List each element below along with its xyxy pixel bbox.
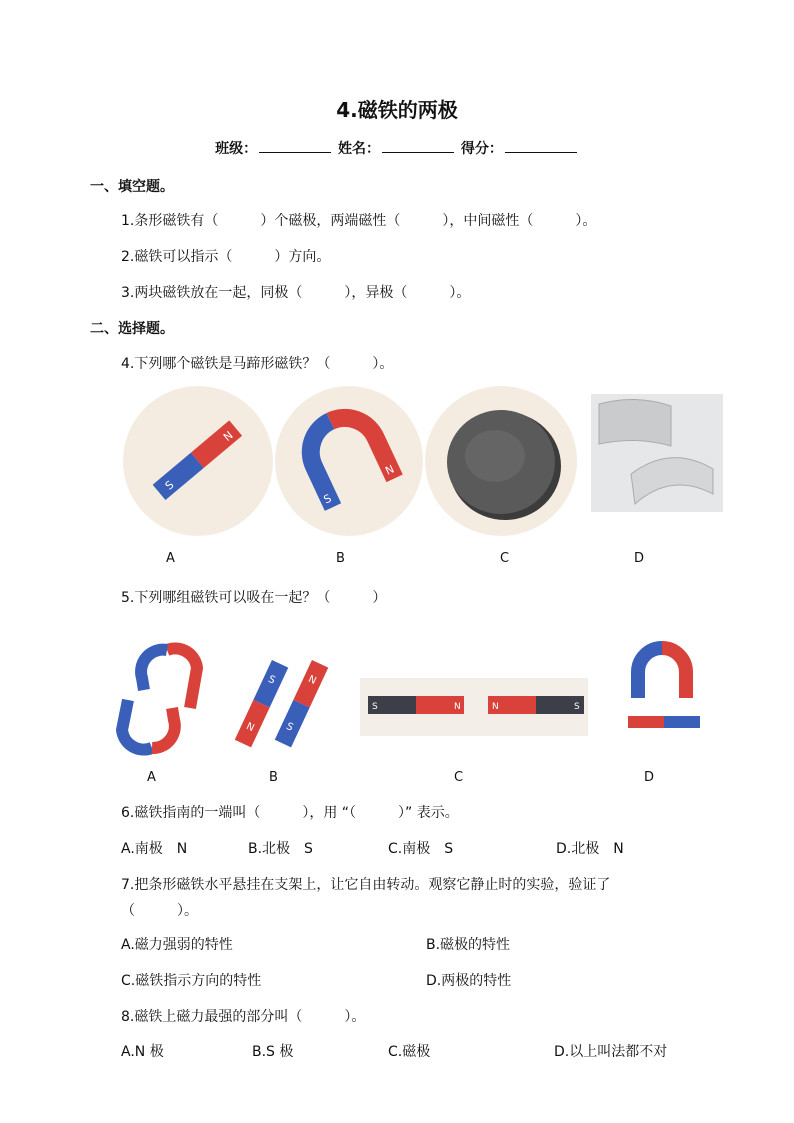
q4-label-b: B (336, 551, 345, 566)
bar-magnet-image[interactable] (123, 386, 273, 536)
q8-option-c[interactable]: C.磁极 (388, 1044, 431, 1060)
question-4: 4.下列哪个磁铁是马蹄形磁铁？（ ）。 (121, 356, 394, 372)
q5-label-d: D (644, 770, 655, 785)
q4-label-d: D (634, 551, 645, 566)
page-title: 4.磁铁的两极 (336, 98, 458, 122)
question-5: 5.下列哪组磁铁可以吸在一起？（ ） (121, 590, 387, 606)
q5-label-b: B (269, 770, 278, 785)
bar-magnets-row-image[interactable] (360, 678, 588, 736)
score-blank[interactable] (505, 139, 577, 153)
two-horseshoe-magnets-icon[interactable] (112, 638, 207, 758)
horseshoe-magnet-image[interactable] (275, 386, 423, 536)
name-label: 姓名： (338, 141, 380, 157)
bar-magnet-icon (123, 386, 273, 536)
question-7-line-2: （ ）。 (121, 903, 198, 919)
question-4-images (123, 386, 723, 536)
student-info-line (0, 138, 794, 158)
q7-option-d[interactable]: D.两极的特性 (426, 973, 512, 989)
class-blank[interactable] (259, 139, 331, 153)
question-1: 1.条形磁铁有（ ）个磁极，两端磁性（ ），中间磁性（ ）。 (121, 213, 597, 229)
name-blank[interactable] (382, 139, 454, 153)
magnet-n-letter: N (383, 462, 397, 478)
arc-magnet-image[interactable] (591, 394, 723, 512)
magnet-n-letter: N (244, 721, 256, 735)
magnet-s-letter: S (162, 478, 177, 493)
q6-option-c[interactable]: C.南极 S (388, 841, 454, 857)
section-fill-blank-heading: 一、填空题。 (90, 179, 174, 195)
magnet-n-letter: N (454, 702, 461, 712)
q4-label-c: C (500, 551, 510, 566)
magnet-s-letter: S (372, 702, 378, 712)
magnet-n-letter: N (220, 428, 236, 444)
magnet-s-letter: S (284, 721, 295, 734)
q8-option-d[interactable]: D.以上叫法都不对 (554, 1044, 668, 1060)
magnet-s-letter: S (321, 491, 334, 507)
class-label: 班级： (215, 141, 258, 157)
magnet-s-letter: S (266, 673, 277, 687)
disc-magnet-icon (425, 386, 577, 536)
question-2: 2.磁铁可以指示（ ）方向。 (121, 249, 331, 265)
q8-option-b[interactable]: B.S 极 (252, 1044, 294, 1060)
horseshoe-magnet-icon (275, 386, 423, 536)
disc-magnet-image[interactable] (425, 386, 577, 536)
q7-option-b[interactable]: B.磁极的特性 (426, 937, 511, 953)
score-label: 得分： (460, 141, 503, 157)
q6-option-a[interactable]: A.南极 N (121, 841, 188, 857)
bar-magnets-row-icon (360, 678, 588, 736)
horseshoe-and-bar-magnet-icon[interactable] (624, 636, 704, 740)
q7-option-a[interactable]: A.磁力强弱的特性 (121, 937, 233, 953)
question-3: 3.两块磁铁放在一起，同极（ ），异极（ ）。 (121, 285, 471, 301)
question-5-images (112, 630, 712, 760)
arc-magnet-icon (591, 394, 723, 512)
magnet-n-letter: N (492, 702, 499, 712)
q4-label-a: A (166, 551, 175, 566)
q6-option-b[interactable]: B.北极 S (248, 841, 313, 857)
question-8: 8.磁铁上磁力最强的部分叫（ ）。 (121, 1009, 366, 1025)
q8-option-a[interactable]: A.N 极 (121, 1044, 164, 1060)
magnet-s-letter: S (574, 702, 580, 712)
q7-option-c[interactable]: C.磁铁指示方向的特性 (121, 973, 262, 989)
magnet-n-letter: N (306, 673, 318, 688)
q5-label-a: A (147, 770, 156, 785)
question-6: 6.磁铁指南的一端叫（ ），用 “（ ）” 表示。 (121, 805, 459, 821)
two-bar-magnets-icon[interactable] (232, 655, 332, 750)
section-choice-heading: 二、选择题。 (90, 321, 174, 337)
q5-label-c: C (454, 770, 464, 785)
question-7-line-1: 7.把条形磁铁水平悬挂在支架上，让它自由转动。观察它静止时的实验，验证了 (121, 877, 611, 893)
q6-option-d[interactable]: D.北极 N (556, 841, 624, 857)
